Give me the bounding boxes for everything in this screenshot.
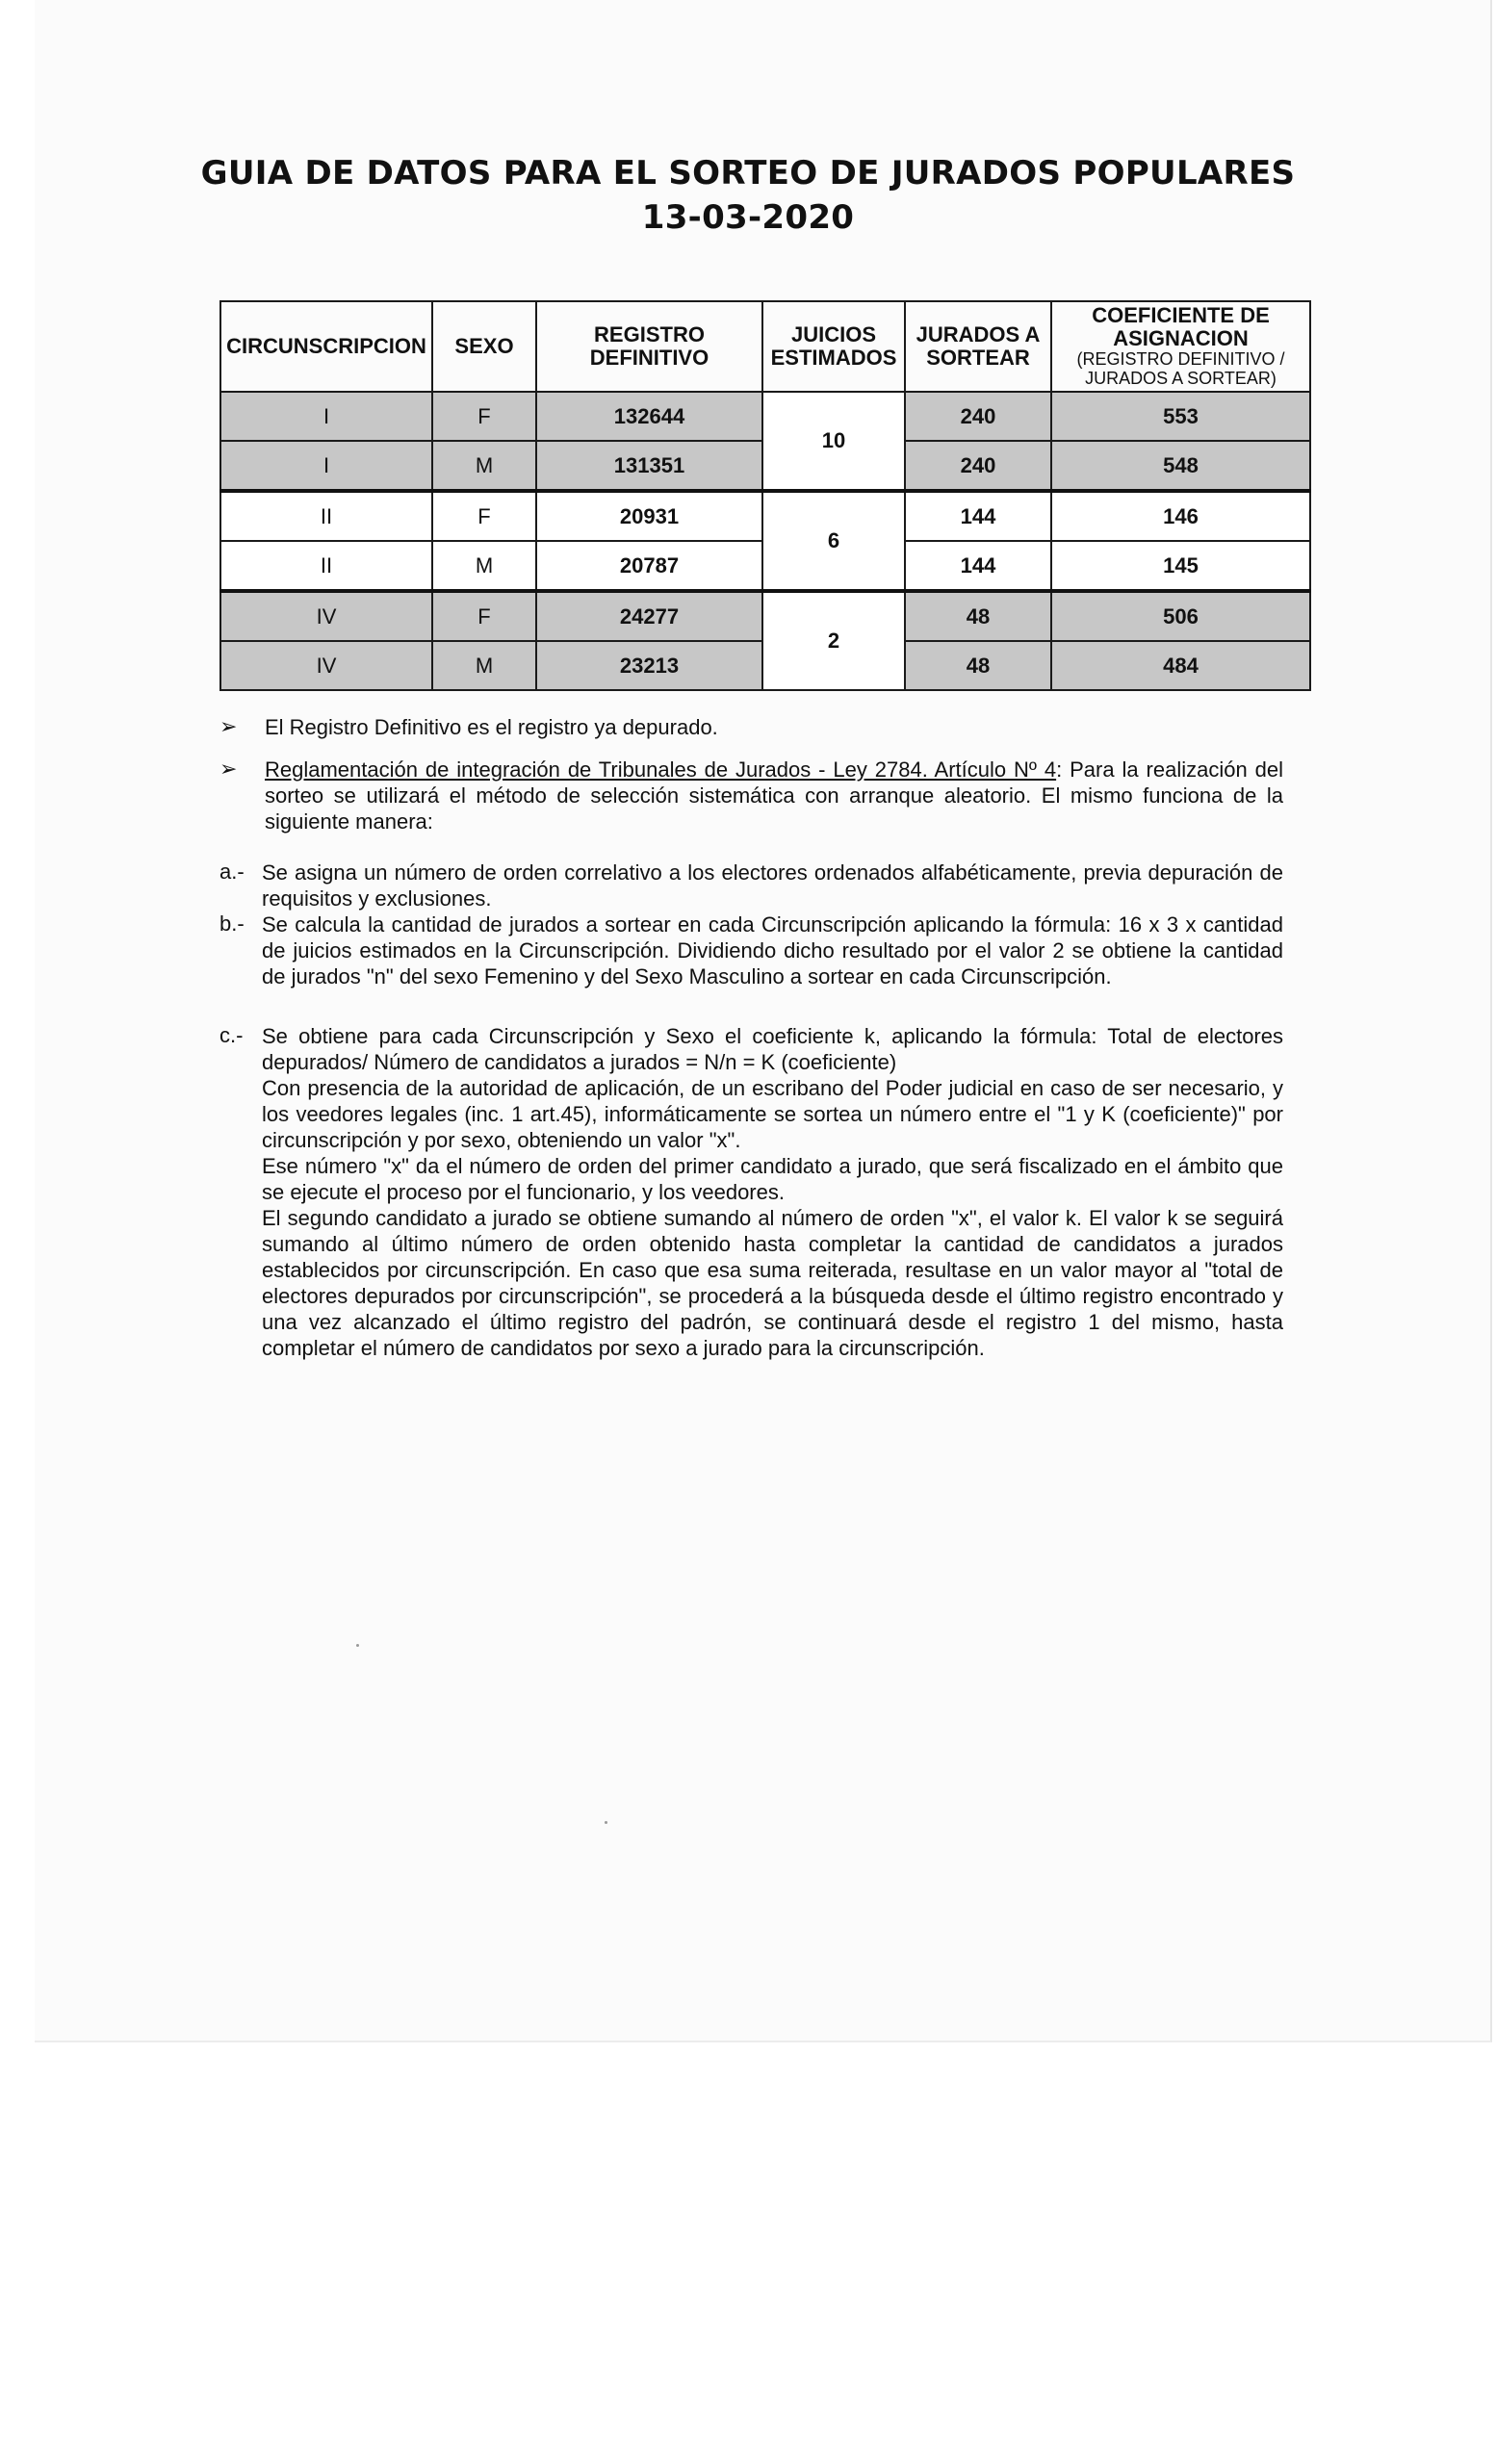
cell-sexo: M <box>432 541 536 591</box>
cell-jurados: 240 <box>905 441 1051 491</box>
cell-sexo: M <box>432 641 536 690</box>
jurados-table <box>219 300 1311 691</box>
cell-circunscripcion: I <box>220 441 432 491</box>
cell-juicios: 6 <box>762 491 905 591</box>
cell-coeficiente: 146 <box>1051 491 1310 541</box>
table-row <box>220 491 1310 541</box>
cell-circunscripcion: IV <box>220 641 432 690</box>
document-title: GUIA DE DATOS PARA EL SORTEO DE JURADOS POPULARES <box>200 154 1296 192</box>
cell-circunscripcion: I <box>220 392 432 441</box>
cell-sexo: F <box>432 392 536 441</box>
header-sexo: SEXO <box>432 301 536 392</box>
table-header-row <box>220 301 1310 392</box>
cell-registro: 24277 <box>536 591 762 641</box>
item-c-paragraph: Ese número "x" da el número de orden del primer candidato a jurado, que será fiscalizado en el ámbito que se ejecute el proceso por el funcionario, y los veedores. <box>262 1154 1283 1204</box>
header-registro: REGISTRO DEFINITIVO <box>536 301 762 392</box>
cell-registro: 23213 <box>536 641 762 690</box>
item-c-text <box>262 1023 1283 1361</box>
cell-registro: 20787 <box>536 541 762 591</box>
note-reglamentacion-text: : Para la realización del sorteo se utilizará el método de selección sistemática con arranque aleatorio. El mismo funciona de la siguiente manera: <box>265 757 1283 834</box>
cell-jurados: 48 <box>905 591 1051 641</box>
cell-circunscripcion: II <box>220 541 432 591</box>
table-row <box>220 591 1310 641</box>
bullet-arrow-icon: ➢ <box>219 714 238 738</box>
item-c-paragraph: Se obtiene para cada Circunscripción y Sexo el coeficiente k, aplicando la fórmula: Total de electores depurados/ Número de candidatos a jurados = N/n = K (coeficiente) <box>262 1024 1283 1074</box>
cell-circunscripcion: II <box>220 491 432 541</box>
document-date: 13-03-2020 <box>641 198 855 237</box>
header-jurados: JURADOS A SORTEAR <box>905 301 1051 392</box>
item-a-text: Se asigna un número de orden correlativo a los electores ordenados alfabéticamente, previa depuración de requisitos y exclusiones. <box>262 860 1283 911</box>
cell-coeficiente: 548 <box>1051 441 1310 491</box>
cell-coeficiente: 506 <box>1051 591 1310 641</box>
header-circunscripcion: CIRCUNSCRIPCION <box>220 301 432 392</box>
cell-jurados: 144 <box>905 491 1051 541</box>
scan-speck <box>356 1644 359 1647</box>
cell-coeficiente: 484 <box>1051 641 1310 690</box>
bullet-arrow-icon: ➢ <box>219 757 238 781</box>
scan-speck <box>605 1821 607 1824</box>
header-coeficiente-title: COEFICIENTE DE ASIGNACION <box>1092 303 1270 351</box>
ley-reference: Reglamentación de integración de Tribunales de Jurados - Ley 2784. Artículo Nº 4 <box>265 757 1057 782</box>
cell-jurados: 144 <box>905 541 1051 591</box>
note-registro: El Registro Definitivo es el registro ya depurado. <box>265 715 718 739</box>
header-coeficiente-sub: (REGISTRO DEFINITIVO / JURADOS A SORTEAR) <box>1076 349 1285 389</box>
item-b-text: Se calcula la cantidad de jurados a sortear en cada Circunscripción aplicando la fórmula: 16 x 3 x cantidad de juicios estimados en la Circunscripción. Dividiendo dicho resultado por el valor 2 se obtiene la cantidad de jurados "n" del sexo Femenino y del Sexo Masculino a sortear en cada Circunscripción. <box>262 912 1283 988</box>
header-coeficiente <box>1051 301 1310 392</box>
item-b-label: b.- <box>219 911 245 936</box>
cell-jurados: 48 <box>905 641 1051 690</box>
cell-juicios: 10 <box>762 392 905 491</box>
cell-coeficiente: 145 <box>1051 541 1310 591</box>
cell-registro: 131351 <box>536 441 762 491</box>
cell-sexo: F <box>432 491 536 541</box>
note-reglamentacion <box>265 757 1283 834</box>
cell-jurados: 240 <box>905 392 1051 441</box>
table-row <box>220 392 1310 441</box>
cell-coeficiente: 553 <box>1051 392 1310 441</box>
item-c-label: c.- <box>219 1023 244 1047</box>
cell-juicios: 2 <box>762 591 905 690</box>
cell-registro: 20931 <box>536 491 762 541</box>
cell-sexo: F <box>432 591 536 641</box>
item-c-paragraph: El segundo candidato a jurado se obtiene sumando al número de orden "x", el valor k. El valor k se seguirá sumando al último número de orden obtenido hasta completar la cantidad de candidatos a jurados establecidos por circunscripción. En caso que esa suma reiterada, resultase en un valor mayor al "total de electores depurados por circunscripción", se procederá a la búsqueda desde el último registro encontrado y una vez alcanzado el último registro del padrón, se continuará desde el registro 1 del mismo, hasta completar el número de candidatos por sexo a jurado para la circunscripción. <box>262 1206 1283 1360</box>
item-a-label: a.- <box>219 860 245 884</box>
header-juicios: JUICIOS ESTIMADOS <box>762 301 905 392</box>
cell-circunscripcion: IV <box>220 591 432 641</box>
item-c-paragraph: Con presencia de la autoridad de aplicación, de un escribano del Poder judicial en caso de ser necesario, y los veedores legales (inc. 1 art.45), informáticamente se sortea un número entre el "1 y K (coeficiente)" por circunscripción y por sexo, obteniendo un valor "x". <box>262 1076 1283 1152</box>
cell-registro: 132644 <box>536 392 762 441</box>
cell-sexo: M <box>432 441 536 491</box>
